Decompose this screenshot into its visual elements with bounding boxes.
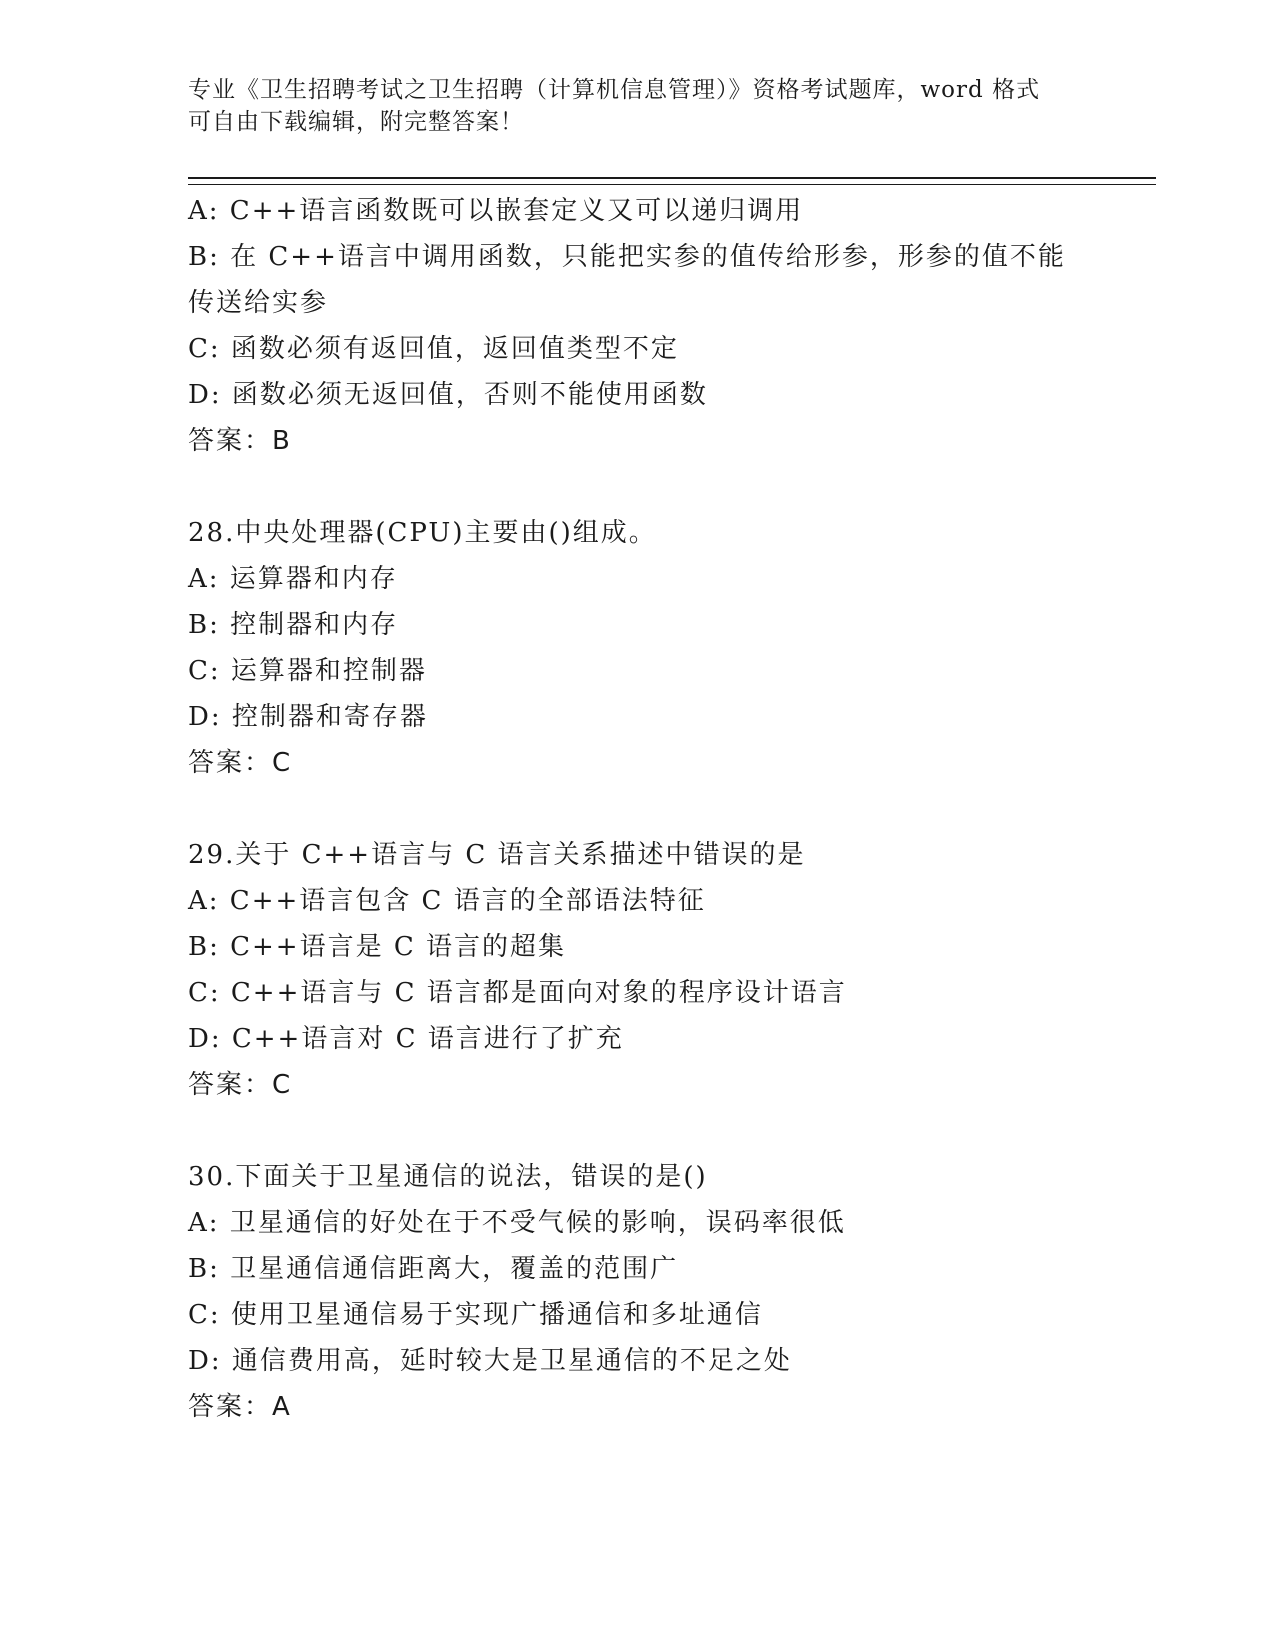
q30-option-b: B: 卫星通信通信距离大，覆盖的范围广	[188, 1254, 679, 1284]
spacer	[188, 786, 1068, 832]
q27-answer: 答案：B	[188, 426, 292, 456]
q30-option-a: A: 卫星通信的好处在于不受气候的影响，误码率很低	[188, 1208, 846, 1238]
q27-option-c: C: 函数必须有返回值，返回值类型不定	[188, 334, 679, 364]
q29-option-d: D: C++语言对 C 语言进行了扩充	[188, 1024, 624, 1054]
question-29-block	[188, 832, 1068, 1108]
q28-answer: 答案：C	[188, 748, 293, 778]
q29-option-c: C: C++语言与 C 语言都是面向对象的程序设计语言	[188, 978, 847, 1008]
q27-option-b-line2: 传送给实参	[188, 288, 329, 318]
q27-option-d: D: 函数必须无返回值，否则不能使用函数	[188, 380, 708, 410]
q28-option-b: B: 控制器和内存	[188, 610, 399, 640]
q29-answer: 答案：C	[188, 1070, 293, 1100]
q29-question: 29.关于 C++语言与 C 语言关系描述中错误的是	[188, 840, 806, 870]
question-list	[188, 188, 1068, 1430]
q28-option-a: A: 运算器和内存	[188, 564, 398, 594]
q28-question: 28.中央处理器(CPU)主要由()组成。	[188, 518, 657, 548]
q30-question: 30.下面关于卫星通信的说法，错误的是()	[188, 1162, 708, 1192]
q28-option-d: D: 控制器和寄存器	[188, 702, 428, 732]
header-divider	[188, 177, 1156, 185]
q30-option-d: D: 通信费用高，延时较大是卫星通信的不足之处	[188, 1346, 792, 1376]
q30-answer: 答案：A	[188, 1392, 292, 1422]
header-line-1: 专业《卫生招聘考试之卫生招聘（计算机信息管理）》资格考试题库，word 格式	[188, 77, 1041, 103]
document-header	[188, 74, 1068, 138]
question-27-block	[188, 188, 1068, 464]
spacer	[188, 1108, 1068, 1154]
spacer	[188, 464, 1068, 510]
question-30-block	[188, 1154, 1068, 1430]
q30-option-c: C: 使用卫星通信易于实现广播通信和多址通信	[188, 1300, 763, 1330]
question-28-block	[188, 510, 1068, 786]
q29-option-a: A: C++语言包含 C 语言的全部语法特征	[188, 886, 706, 916]
q29-option-b: B: C++语言是 C 语言的超集	[188, 932, 567, 962]
q27-option-a: A: C++语言函数既可以嵌套定义又可以递归调用	[188, 196, 804, 226]
q27-option-b-line1: B: 在 C++语言中调用函数，只能把实参的值传给形参，形参的值不能	[188, 242, 1066, 272]
header-line-2: 可自由下载编辑，附完整答案！	[188, 109, 524, 135]
q28-option-c: C: 运算器和控制器	[188, 656, 427, 686]
